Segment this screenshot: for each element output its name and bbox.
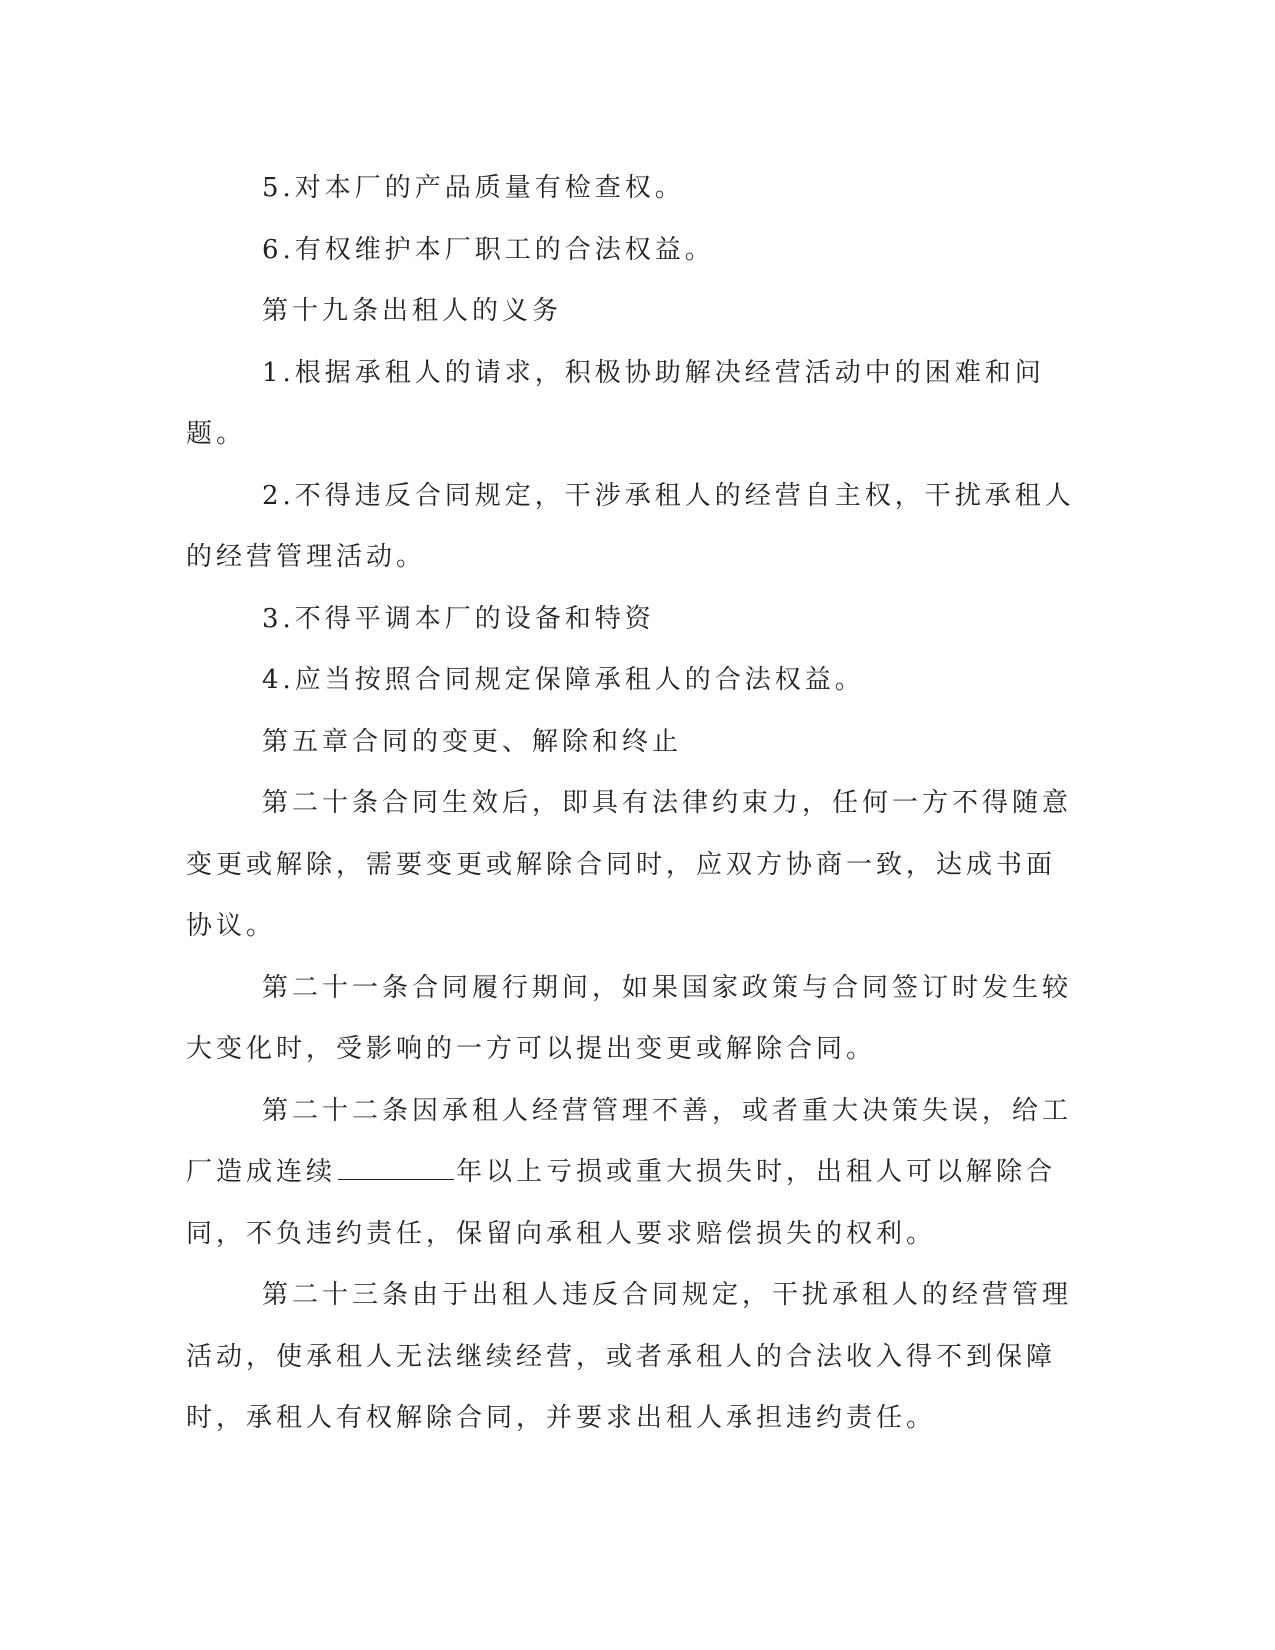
obligation-item-1: 1.根据承租人的请求，积极协助解决经营活动中的困难和问题。 (186, 357, 1045, 449)
article-20: 第二十条合同生效后，即具有法律约束力，任何一方不得随意变更或解除，需要变更或解除合同时，应双方协商一致，达成书面协议。 (186, 788, 1073, 941)
article-19-heading: 第十九条出租人的义务 (262, 296, 563, 326)
article-22-text-after: 年以上亏损或重大损失时，出租人可以解除合同，不负违约责任，保留向承租人要求赔偿损失的权利。 (186, 1157, 1057, 1249)
obligation-item-2: 2.不得违反合同规定，干涉承租人的经营自主权，干扰承租人的经营管理活动。 (186, 480, 1075, 572)
blank-years-field (338, 1157, 454, 1180)
paragraph-item-6: 6.有权维护本厂职工的合法权益。 (262, 234, 715, 265)
article-22 (186, 1081, 1076, 1266)
obligation-item-3: 3.不得平调本厂的设备和特资 (262, 603, 655, 634)
article-22-text-before: 第二十二条因承租人经营管理不善，或者重大决策失误，给工厂造成连续 (186, 1095, 1073, 1187)
article-23: 第二十三条由于出租人违反合同规定，干扰承租人的经营管理活动，使承租人无法继续经营，或者承租人的合法收入得不到保障时，承租人有权解除合同，并要求出租人承担违约责任。 (186, 1280, 1073, 1433)
chapter-5-heading: 第五章合同的变更、解除和终止 (262, 726, 683, 757)
paragraph-item-5: 5.对本厂的产品质量有检查权。 (262, 173, 685, 203)
document-body (186, 158, 1076, 1450)
obligation-item-4: 4.应当按照合同规定保障承租人的合法权益。 (262, 665, 865, 695)
article-21: 第二十一条合同履行期间，如果国家政策与合同签订时发生较大变化时，受影响的一方可以提出变更或解除合同。 (186, 972, 1073, 1064)
